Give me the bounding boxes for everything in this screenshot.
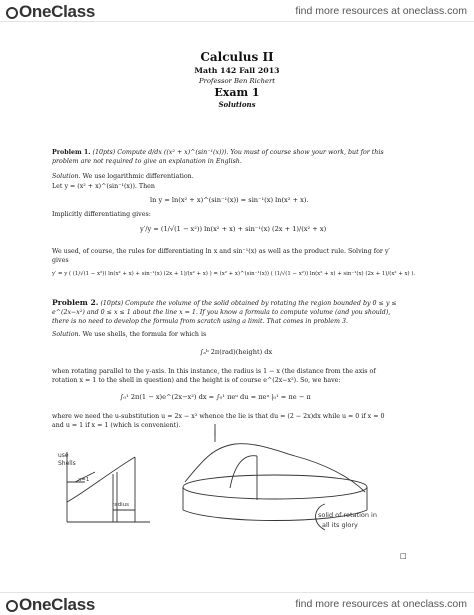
sketch-caption-line-1: solid of rotation in	[318, 511, 377, 519]
top-banner	[0, 0, 474, 22]
problem-2-line-7: and u = 1 if x = 1 (which is convenient).	[52, 422, 181, 429]
oneclass-logo[interactable]	[6, 2, 95, 22]
problem-2-solution	[52, 331, 206, 339]
footer-tagline-link[interactable]: find more resources at oneclass.com	[295, 598, 467, 610]
problem-2-line-4: when rotating parallel to the y-axis. In this instance, the radius is 1 − x (the distance from the axis of	[52, 368, 376, 375]
problem-1-line-1	[52, 149, 384, 157]
problem-2-label: Problem 2.	[52, 298, 99, 307]
problem-1-rules-line-2: gives	[52, 257, 69, 264]
problem-1-solution-text: We use logarithmic differentiation.	[82, 173, 194, 180]
problem-1-line-2: problem are not required to give an explanation in English.	[52, 158, 242, 165]
shell-sketch-left	[55, 432, 165, 532]
problem-2-line-6: where we need the u-substitution u = 2x − x² whence the lie is that du = (2 − 2x)dx while u = 0 if x = 0	[52, 413, 385, 420]
problem-2-line-3: there is no need to develop the formula from scratch using a limit. That comes in problem 3.	[52, 318, 349, 325]
problem-1-rules-line-1: We used, of course, the rules for differentiating ln x and sin⁻¹(x) as well as the product rule. Solving for y′	[52, 248, 390, 255]
sketch-label-axis: x=1	[78, 477, 90, 483]
footer-logo-ring-icon	[6, 600, 18, 612]
problem-1-equation-1: ln y = ln(x² + x)^(sin⁻¹(x)) = sin⁻¹(x) ln(x² + x).	[150, 196, 309, 204]
problem-1-statement: (10pts) Compute d/dx ((x² + x)^(sin⁻¹(x))). You must of course show your work, but for this	[92, 149, 384, 156]
problem-1-let: Let y = (x² + x)^(sin⁻¹(x)). Then	[52, 183, 155, 190]
solution-word-2: Solution.	[52, 331, 81, 338]
qed-symbol: □	[400, 552, 407, 560]
problem-1-label: Problem 1.	[52, 149, 91, 156]
course-term: Math 142 Fall 2013	[194, 66, 280, 75]
solutions-subtitle: Solutions	[218, 100, 256, 109]
sketch-label-shells: Shells	[58, 460, 76, 467]
problem-2-line-5: rotation x = 1 to the shell in question) and the height is of course e^(2x−x²). So, we have:	[52, 377, 341, 384]
exam-page	[0, 22, 474, 591]
solution-word: Solution.	[52, 173, 81, 180]
bottom-banner	[0, 592, 474, 614]
problem-2-solution-text: We use shells, the formula for which is	[82, 331, 207, 338]
problem-2-statement: (10pts) Compute the volume of the solid obtained by rotating the region bounded by 0 ≤ y ≤	[100, 300, 397, 307]
footer-oneclass-logo[interactable]	[6, 595, 95, 615]
problem-1-equation-3: y′ = y ( (1/√(1 − x²)) ln(x² + x) + sin⁻¹(x) (2x + 1)/(x² + x) ) = (x² + x)^(sin⁻¹(x)) ( (1/√(1 − x²)) ln(x² + x) + sin⁻¹(x) (2x + 1)/(x² + x) ).	[52, 271, 416, 277]
professor-name: Professor Ben Richert	[199, 77, 275, 85]
sketch-caption-line-2: all its glory	[322, 521, 358, 529]
sketch-label-radius: radius	[112, 502, 130, 508]
problem-1-implicit: Implicitly differentiating gives:	[52, 211, 151, 218]
footer-logo-text: OneClass	[19, 595, 96, 614]
problem-1-equation-2: y′/y = (1/√(1 − x²)) ln(x² + x) + sin⁻¹(x) (2x + 1)/(x² + x)	[140, 225, 327, 233]
exam-title: Exam 1	[214, 86, 260, 99]
problem-2-line-2: e^(2x−x²) and 0 ≤ x ≤ 1 about the line x = 1. If you know a formula to compute volume (and you should),	[52, 309, 391, 316]
sketch-label-use: use	[58, 452, 69, 459]
problem-2-line-1	[52, 299, 397, 308]
course-title: Calculus II	[200, 50, 274, 64]
problem-2-equation-1: ∫ₐᵇ 2π(rad)(height) dx	[200, 348, 273, 356]
logo-ring-icon	[6, 7, 18, 19]
logo-text: OneClass	[19, 2, 96, 21]
problem-2-equation-2: ∫₀¹ 2π(1 − x)e^(2x−x²) dx = ∫₀¹ πeᵘ du = πeᵘ |₀¹ = πe − π	[120, 393, 311, 401]
problem-1-solution	[52, 173, 194, 181]
header-tagline-link[interactable]: find more resources at oneclass.com	[295, 5, 467, 17]
